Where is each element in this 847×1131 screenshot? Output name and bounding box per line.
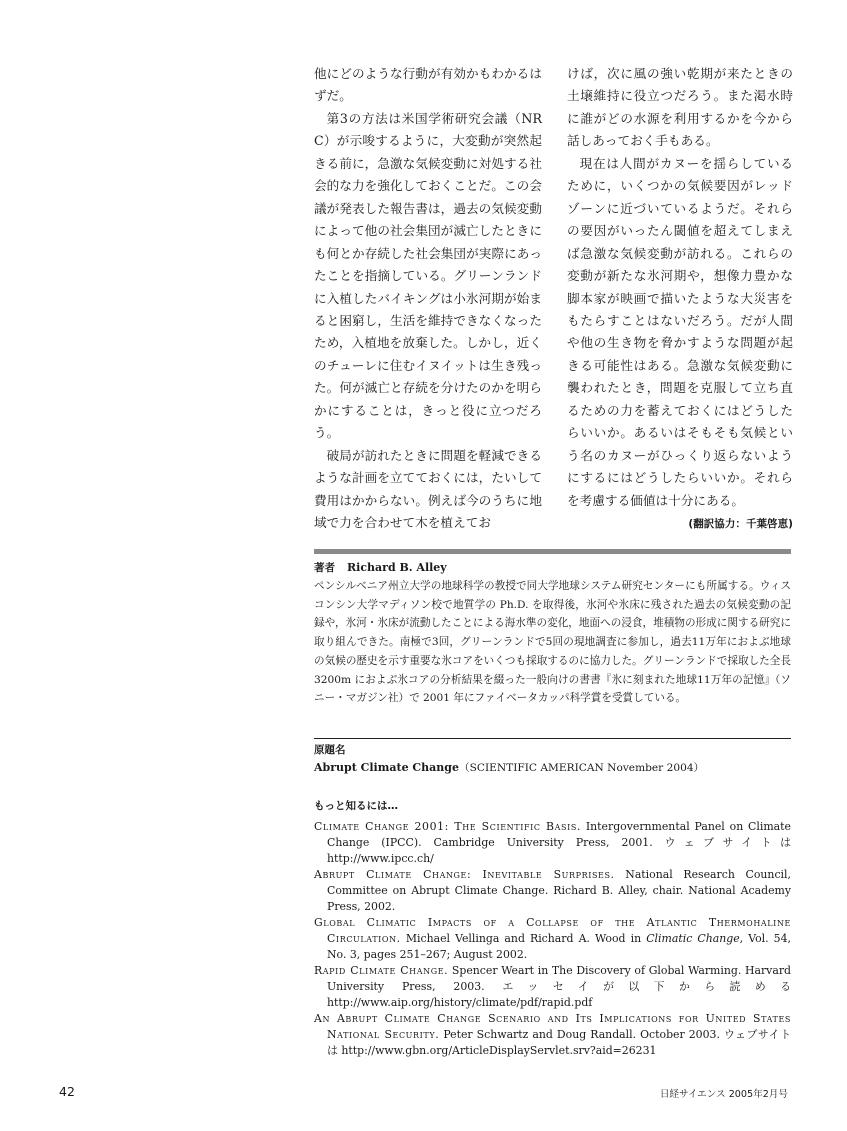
reference-title: An Abrupt Climate Change Scenario and Its Implications for United States National Security.	[314, 1012, 791, 1041]
article-column-left	[314, 63, 542, 535]
section-divider	[314, 738, 791, 739]
original-title-section	[314, 742, 791, 777]
further-reading-section	[314, 798, 791, 1059]
reference-title: Abrupt Climate Change: Inevitable Surprises.	[314, 868, 615, 881]
further-reading-label: もっと知るには…	[314, 800, 398, 812]
author-label: 著者	[314, 562, 335, 574]
author-bio: ペンシルベニア州立大学の地球科学の教授で同大学地球システム研究センターにも所属する。ウィスコンシン大学マディソン校で地質学の Ph.D. を取得後，氷河や氷床に残された過去の気候変動の記録や，氷河・氷床が流動したことによる海水準の変化，地面への浸食，堆積物の形成に関する研究に取り組んできた。南極で3回，グリーンランドで5回の現地調査に参加し，過去11万年におよぶ地球の気候の歴史を示す重要な氷コアをいくつも採取するのに協力した。グリーンランドで採取した全長 3200m におよぶ氷コアの分析結果を綴った一般向けの書書『氷に刻まれた地球11万年の記憶』（ソニー・マガジン社）で 2001 年にファイベータカッパ科学賞を受賞している。	[314, 580, 791, 705]
paragraph: けば，次に風の強い乾期が来たときの土壌維持に役立つだろう。また渇水時に誰がどの水源を利用するかを今から話しあっておく手もある。	[567, 66, 793, 149]
original-title-text: Abrupt Climate Change	[314, 761, 459, 774]
reference-item	[314, 867, 791, 915]
reference-item	[314, 819, 791, 867]
reference-details: , Vol. 54, No. 3, pages 251–267; August 2002.	[327, 932, 792, 961]
page-number: 42	[59, 1084, 75, 1099]
reference-title: Global Climatic Impacts of a Collapse of the Atlantic Thermohaline Circulation.	[314, 916, 791, 945]
reference-title: Rapid Climate Change.	[314, 964, 449, 977]
section-divider	[314, 549, 791, 554]
original-title	[314, 759, 791, 777]
paragraph: 第3の方法は米国学術研究会議（NRC）が示唆するように，大変動が突然起きる前に，急激な気候変動に対処する社会的な力を強化しておくことだ。この会議が発表した報告書は，過去の気候変動によって他の社会集団が滅亡したときにも何とか存続した社会集団が実際にあったことを指摘している。グリーンランドに入植したバイキングは小氷河期が始まると困窮し，生活を維持できなくなったため，入植地を放棄した。しかし，近くのチューレに住むイヌイットは生き残った。何が滅亡と存続を分けたのかを明らかにすることは，きっと役に立つだろう。	[314, 110, 542, 441]
reference-details: Michael Vellinga and Richard A. Wood in	[400, 932, 647, 945]
reference-details: Intergovernmental Panel on Climate Change (IPCC). Cambridge University Press, 2001. ウェブサイトは http://www.ipcc.ch/	[327, 820, 791, 865]
original-title-label: 原題名	[314, 744, 346, 756]
reference-details: Peter Schwartz and Doug Randall. October 2003. ウェブサイトは http://www.gbn.org/ArticleDisplayServlet.srv?aid=26231	[327, 1028, 791, 1057]
reference-item	[314, 915, 791, 963]
author-section	[314, 559, 791, 708]
translation-credit: (翻訳協力：千葉啓恵)	[688, 518, 793, 531]
original-title-source: （SCIENTIFIC AMERICAN November 2004）	[458, 762, 705, 774]
reference-title: Climate Change 2001: The Scientific Basis.	[314, 820, 581, 833]
paragraph: 破局が訪れたときに問題を軽減できるような計画を立てておくには，たいして費用はかからない。例えば今のうちに地域で力を合わせて木を植えてお	[314, 447, 542, 531]
paragraph: 他にどのような行動が有効かもわかるはずだ。	[314, 66, 542, 104]
author-heading	[314, 559, 791, 577]
reference-details: Spencer Weart in The Discovery of Global Warming. Harvard University Press, 2003. エッセイが以下から読める http://www.aip.org/history/climate/pdf/rapid.pdf	[327, 964, 791, 1009]
reference-details: National Research Council, Committee on Abrupt Climate Change. Richard B. Alley, chair. National Academy Press, 2002.	[327, 868, 791, 913]
reference-journal: Climatic Change	[646, 932, 740, 945]
article-column-right	[567, 63, 793, 536]
reference-item	[314, 1011, 791, 1059]
publication-footer: 日経サイエンス 2005年2月号	[659, 1089, 788, 1100]
paragraph: 現在は人間がカヌーを揺らしているために，いくつかの気候要因がレッドゾーンに近づいているようだ。それらの要因がいったん閾値を超えてしまえば急激な気候変動が訪れる。これらの変動が新たな氷河期や，想像力豊かな脚本家が映画で描いたような大災害をもたらすことはないだろう。だが人間や他の生き物を脅かすような問題が起きる可能性はある。急激な気候変動に襲われたとき，問題を克服して立ち直るための力を蓄えておくにはどうしたらいいか。あるいはそもそも気候という名のカヌーがひっくり返らないようにするにはどうしたらいいか。それらを考慮する価値は十分にある。	[567, 155, 793, 508]
reference-item	[314, 963, 791, 1011]
author-name: Richard B. Alley	[347, 561, 447, 574]
